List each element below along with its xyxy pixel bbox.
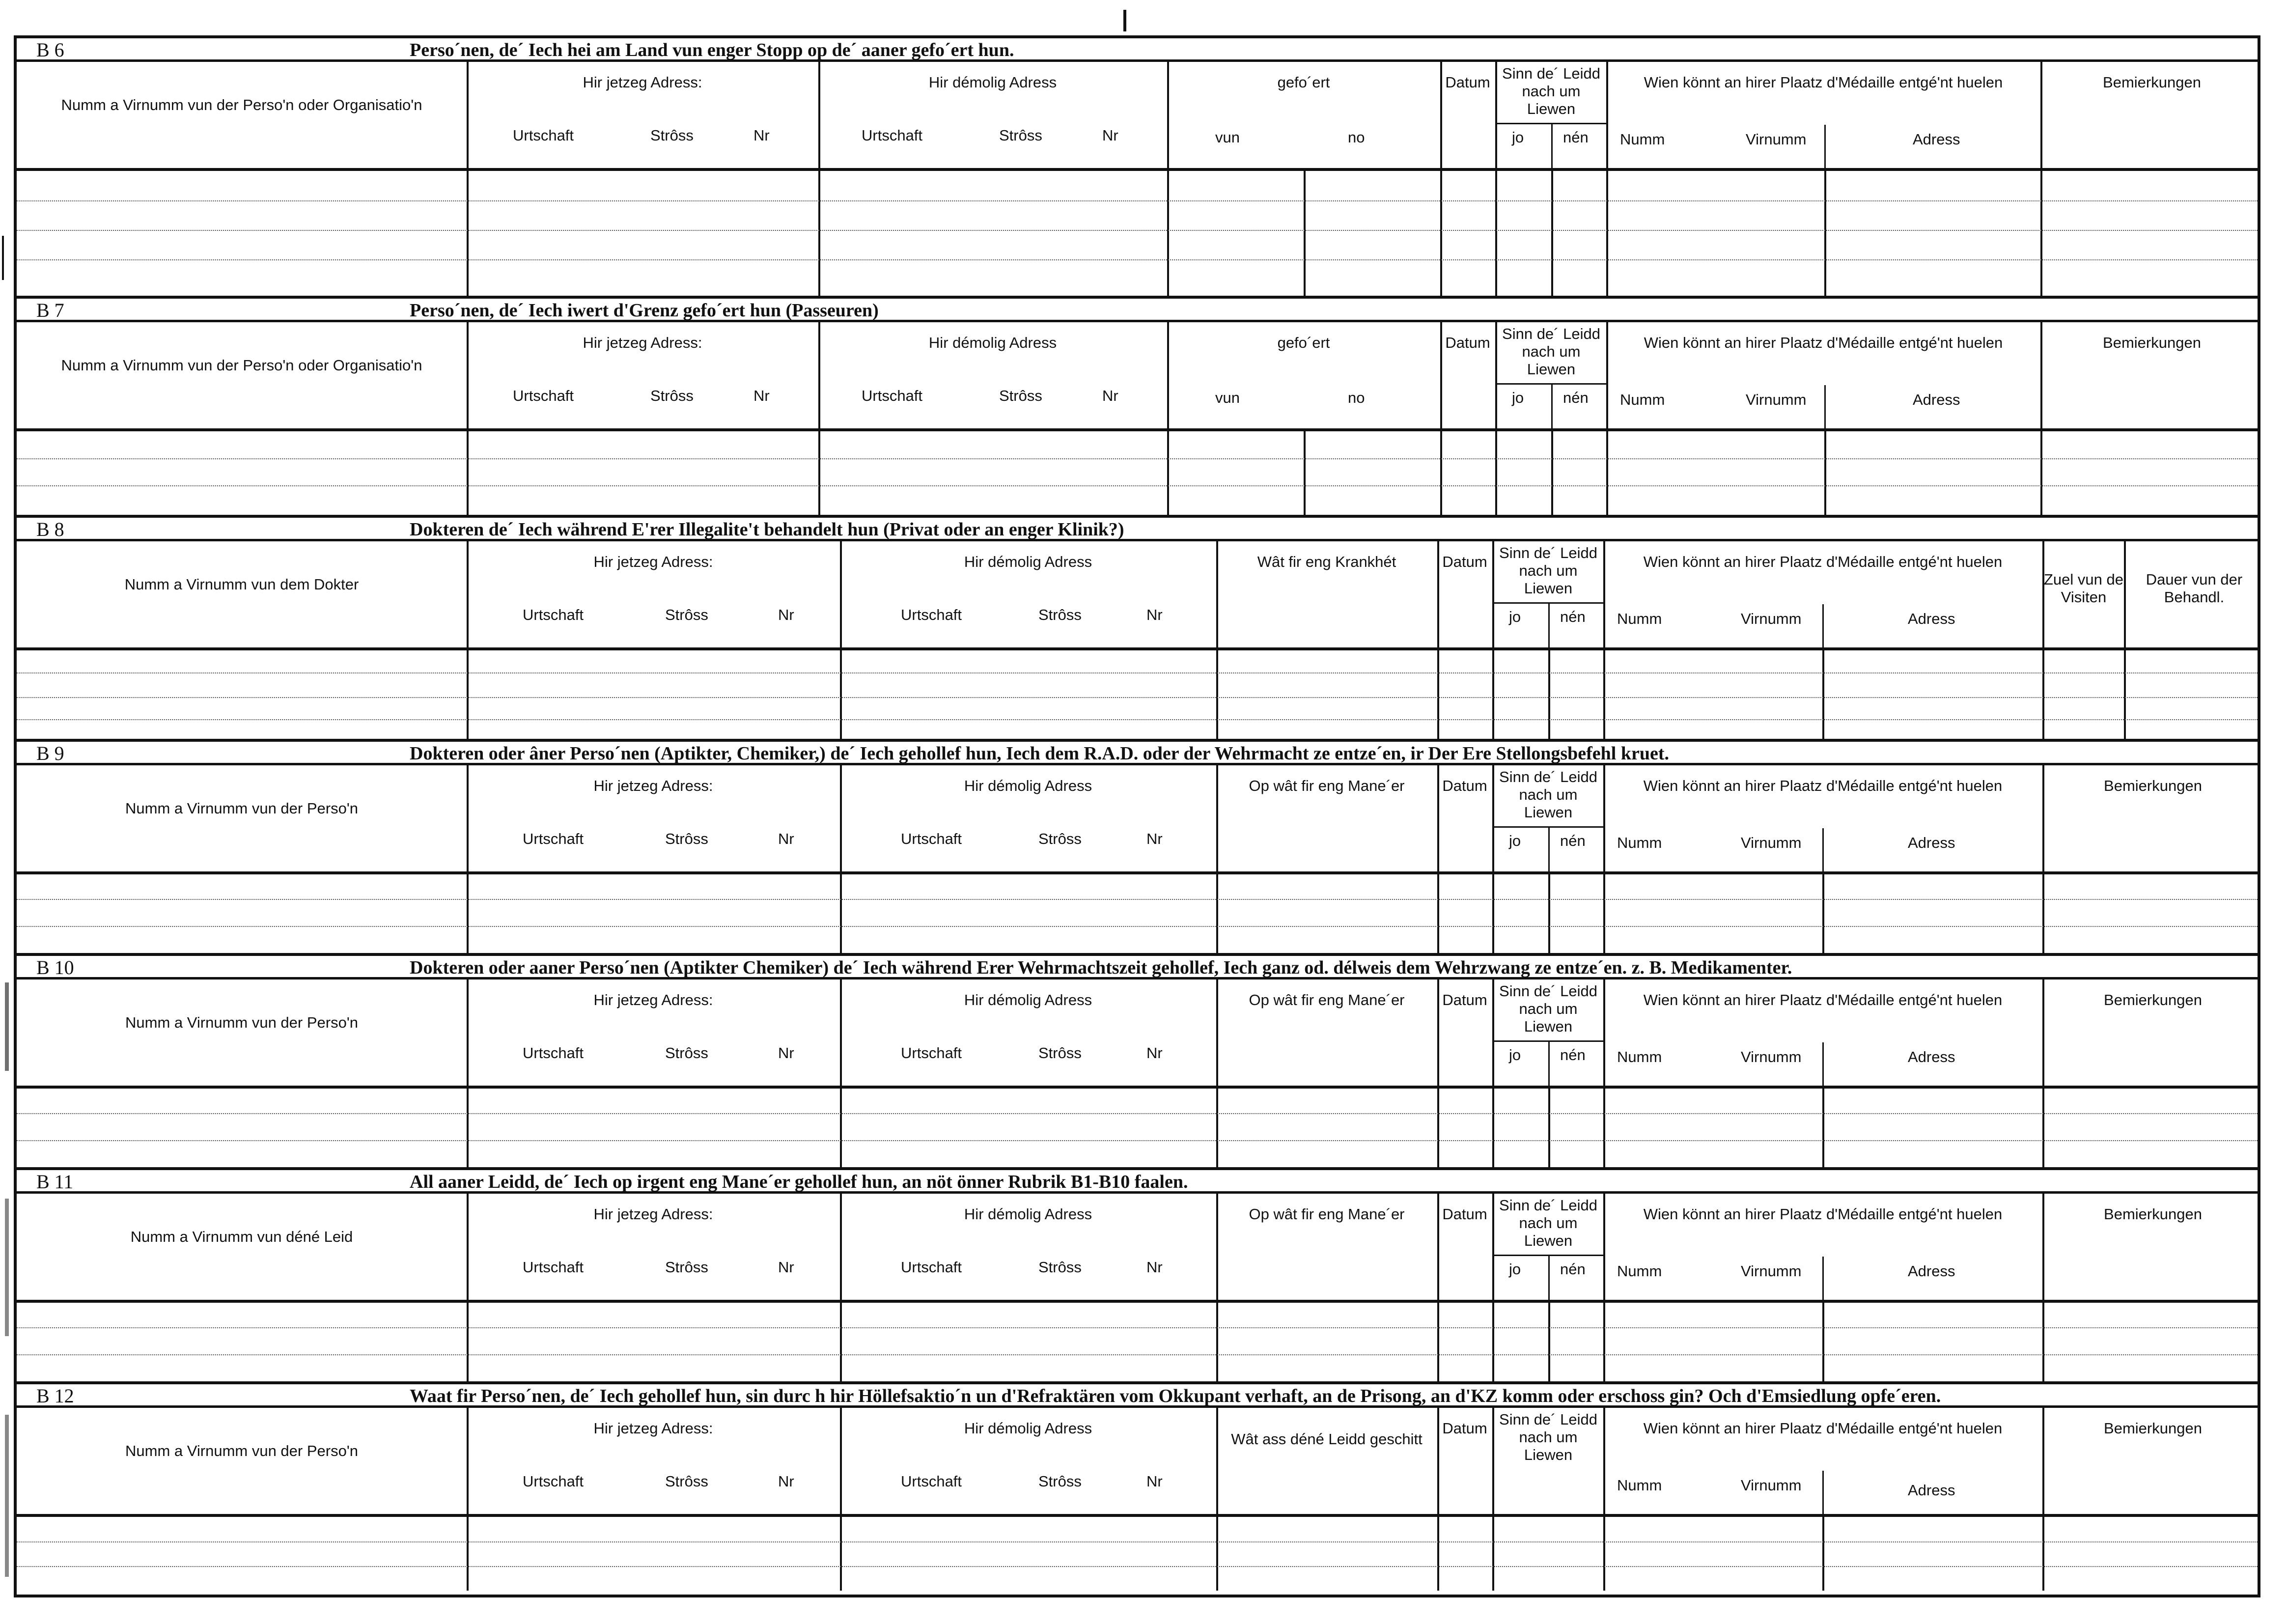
address-label: Adress bbox=[1913, 131, 1960, 148]
life-risk-label: Sinn de´ Leidd nach um Liewen bbox=[1499, 982, 1597, 1035]
locality-label: Urtschaft bbox=[523, 1473, 584, 1490]
entry-rows[interactable] bbox=[17, 171, 2258, 296]
margin-mark bbox=[5, 1199, 9, 1336]
section-b7 bbox=[17, 299, 2258, 515]
column-header bbox=[17, 62, 2258, 171]
entry-rows[interactable] bbox=[17, 431, 2258, 515]
yes-label: jo bbox=[1509, 832, 1521, 849]
address-label: Adress bbox=[1913, 391, 1960, 408]
name-column-label: Numm a Virnumm vun der Perso'n bbox=[125, 1442, 358, 1459]
locality-label: Urtschaft bbox=[513, 127, 574, 144]
date-label: Datum bbox=[1442, 991, 1487, 1008]
address-label: Adress bbox=[1908, 610, 1955, 627]
number-label: Nr bbox=[778, 606, 794, 623]
number-label: Nr bbox=[1102, 387, 1118, 404]
surname-label: Numm bbox=[1620, 391, 1665, 408]
section-title: Perso´nen, de´ Iech hei am Land vun enger Stopp op de´ aaner gefo´ert hun. bbox=[410, 40, 1014, 60]
section-code: B 12 bbox=[36, 1385, 74, 1407]
address-now-label: Hir jetzeg Adress: bbox=[593, 1420, 713, 1437]
street-label: Strôss bbox=[665, 1259, 708, 1276]
no-label: nén bbox=[1563, 389, 1589, 406]
address-now-label: Hir jetzeg Adress: bbox=[593, 1205, 713, 1223]
visit-purpose-label: Zuel vun de Visiten bbox=[2044, 571, 2123, 606]
entry-rows[interactable] bbox=[17, 874, 2258, 953]
street-label: Strôss bbox=[1038, 1044, 1082, 1062]
form-sheet bbox=[14, 35, 2260, 1597]
street-label: Strôss bbox=[1038, 1473, 1082, 1490]
number-label: Nr bbox=[1146, 830, 1163, 847]
street-label: Strôss bbox=[1038, 606, 1082, 623]
section-title: All aaner Leidd, de´ Iech op irgent eng Mane´er gehollef hun, an nöt önner Rubrik B1-B10 faalen. bbox=[410, 1172, 1188, 1192]
life-risk-label: Sinn de´ Leidd nach um Liewen bbox=[1499, 1411, 1597, 1463]
street-label: Strôss bbox=[999, 387, 1042, 404]
locality-label: Urtschaft bbox=[862, 387, 923, 404]
section-header bbox=[17, 38, 2258, 62]
locality-label: Urtschaft bbox=[523, 1044, 584, 1062]
locality-label: Urtschaft bbox=[523, 830, 584, 847]
column-header bbox=[17, 765, 2258, 874]
surname-label: Numm bbox=[1617, 834, 1662, 851]
address-then-label: Hir démolig Adress bbox=[964, 991, 1092, 1008]
conducted-label: gefo´ert bbox=[1277, 74, 1330, 91]
margin-mark bbox=[5, 982, 9, 1071]
locality-label: Urtschaft bbox=[523, 1259, 584, 1276]
column-header bbox=[17, 1408, 2258, 1517]
margin-mark bbox=[2, 236, 4, 280]
firstname-label: Virnumm bbox=[1741, 1477, 1802, 1494]
to-label: no bbox=[1348, 389, 1365, 406]
address-label: Adress bbox=[1908, 1482, 1955, 1499]
no-label: nén bbox=[1560, 608, 1586, 625]
number-label: Nr bbox=[1146, 1259, 1163, 1276]
address-now-label: Hir jetzeg Adress: bbox=[593, 777, 713, 794]
entry-rows[interactable] bbox=[17, 650, 2258, 739]
remarks-label: Bemierkungen bbox=[2104, 991, 2202, 1008]
number-label: Nr bbox=[753, 387, 770, 404]
address-then-label: Hir démolig Adress bbox=[964, 1205, 1092, 1223]
column-header bbox=[17, 980, 2258, 1089]
date-label: Datum bbox=[1442, 777, 1487, 794]
manner-label: Op wât fir eng Mane´er bbox=[1249, 1205, 1405, 1223]
street-label: Strôss bbox=[650, 127, 694, 144]
no-label: nén bbox=[1563, 129, 1589, 146]
number-label: Nr bbox=[1146, 606, 1163, 623]
address-now-label: Hir jetzeg Adress: bbox=[583, 74, 702, 91]
life-risk-label: Sinn de´ Leidd nach um Liewen bbox=[1502, 65, 1600, 117]
locality-label: Urtschaft bbox=[901, 1473, 962, 1490]
address-then-label: Hir démolig Adress bbox=[964, 777, 1092, 794]
name-column-label: Numm a Virnumm vun der Perso'n oder Organisatio'n bbox=[61, 96, 422, 113]
from-label: vun bbox=[1215, 389, 1240, 406]
remarks-label: Bemierkungen bbox=[2104, 777, 2202, 794]
locality-label: Urtschaft bbox=[862, 127, 923, 144]
from-label: vun bbox=[1215, 129, 1240, 146]
number-label: Nr bbox=[1102, 127, 1118, 144]
column-header bbox=[17, 1194, 2258, 1303]
remarks-label: Bemierkungen bbox=[2103, 74, 2201, 91]
street-label: Strôss bbox=[665, 1044, 708, 1062]
top-tick-mark bbox=[1123, 10, 1126, 31]
life-risk-label: Sinn de´ Leidd nach um Liewen bbox=[1502, 325, 1600, 378]
conducted-label: gefo´ert bbox=[1277, 334, 1330, 351]
address-now-label: Hir jetzeg Adress: bbox=[593, 991, 713, 1008]
number-label: Nr bbox=[778, 830, 794, 847]
section-title: Dokteren oder âner Perso´nen (Aptikter, Chemiker,) de´ Iech gehollef hun, Iech dem R.A.D. oder der Wehrmacht ze entze´en, ir Der Ere Stellongsbefehl kruet. bbox=[410, 743, 1669, 764]
firstname-label: Virnumm bbox=[1741, 610, 1802, 627]
name-column-label: Numm a Virnumm vun dem Dokter bbox=[124, 576, 359, 593]
section-title: Waat fir Perso´nen, de´ Iech gehollef hun, sin durc h hir Höllefsaktio´n un d'Refraktären vom Okkupant verhaft, an de Prisong, an d'KZ komm oder erschoss gin? Och d'Emsiedlung opfe´eren. bbox=[410, 1386, 1941, 1406]
name-column-label: Numm a Virnumm vun der Perso'n bbox=[125, 800, 358, 817]
treatment-duration-label: Dauer vun der Behandl. bbox=[2146, 571, 2243, 606]
street-label: Strôss bbox=[1038, 1259, 1082, 1276]
what-happened-label: Wât ass déné Leidd geschitt bbox=[1231, 1430, 1422, 1448]
column-header bbox=[17, 322, 2258, 431]
locality-label: Urtschaft bbox=[513, 387, 574, 404]
number-label: Nr bbox=[778, 1473, 794, 1490]
street-label: Strôss bbox=[650, 387, 694, 404]
section-code: B 10 bbox=[36, 956, 74, 979]
locality-label: Urtschaft bbox=[523, 606, 584, 623]
section-title: Dokteren oder aaner Perso´nen (Aptikter Chemiker) de´ Iech während Erer Wehrmachtszeit gehollef, Iech ganz od. délweis dem Wehrzwang ze entze´en. z. B. Medikamenter. bbox=[410, 957, 1792, 978]
number-label: Nr bbox=[1146, 1044, 1163, 1062]
surname-label: Numm bbox=[1620, 131, 1665, 148]
section-code: B 7 bbox=[36, 299, 64, 321]
yes-label: jo bbox=[1509, 608, 1521, 625]
manner-label: Op wât fir eng Mane´er bbox=[1249, 991, 1405, 1008]
section-header bbox=[17, 518, 2258, 541]
number-label: Nr bbox=[778, 1259, 794, 1276]
section-header bbox=[17, 742, 2258, 765]
street-label: Strôss bbox=[665, 830, 708, 847]
section-header bbox=[17, 1170, 2258, 1194]
section-b8 bbox=[17, 518, 2258, 739]
address-then-label: Hir démolig Adress bbox=[928, 334, 1057, 351]
firstname-label: Virnumm bbox=[1746, 391, 1807, 408]
address-then-label: Hir démolig Adress bbox=[964, 553, 1092, 570]
section-header bbox=[17, 1384, 2258, 1408]
no-label: nén bbox=[1560, 832, 1586, 849]
medal-label: Wien könnt an hirer Plaatz d'Médaille entgé'nt huelen bbox=[1643, 991, 2003, 1008]
remarks-label: Bemierkungen bbox=[2103, 334, 2201, 351]
no-label: nén bbox=[1560, 1260, 1586, 1278]
entry-rows[interactable] bbox=[17, 1517, 2258, 1591]
firstname-label: Virnumm bbox=[1741, 1048, 1802, 1065]
address-label: Adress bbox=[1908, 1262, 1955, 1280]
remarks-label: Bemierkungen bbox=[2104, 1420, 2202, 1437]
section-header bbox=[17, 956, 2258, 980]
name-column-label: Numm a Virnumm vun déné Leid bbox=[130, 1228, 353, 1245]
surname-label: Numm bbox=[1617, 610, 1662, 627]
surname-label: Numm bbox=[1617, 1048, 1662, 1065]
section-code: B 8 bbox=[36, 518, 64, 540]
section-b6 bbox=[17, 38, 2258, 296]
life-risk-label: Sinn de´ Leidd nach um Liewen bbox=[1499, 544, 1597, 597]
address-now-label: Hir jetzeg Adress: bbox=[593, 553, 713, 570]
street-label: Strôss bbox=[665, 1473, 708, 1490]
surname-label: Numm bbox=[1617, 1262, 1662, 1280]
date-label: Datum bbox=[1442, 553, 1487, 570]
section-b12 bbox=[17, 1384, 2258, 1595]
number-label: Nr bbox=[778, 1044, 794, 1062]
yes-label: jo bbox=[1512, 129, 1524, 146]
locality-label: Urtschaft bbox=[901, 606, 962, 623]
section-code: B 11 bbox=[36, 1171, 74, 1193]
section-b9 bbox=[17, 742, 2258, 953]
remarks-label: Bemierkungen bbox=[2104, 1205, 2202, 1223]
address-then-label: Hir démolig Adress bbox=[928, 74, 1057, 91]
name-column-label: Numm a Virnumm vun der Perso'n bbox=[125, 1014, 358, 1031]
locality-label: Urtschaft bbox=[901, 1259, 962, 1276]
life-risk-label: Sinn de´ Leidd nach um Liewen bbox=[1499, 768, 1597, 821]
to-label: no bbox=[1348, 129, 1365, 146]
surname-label: Numm bbox=[1617, 1477, 1662, 1494]
address-label: Adress bbox=[1908, 834, 1955, 851]
margin-mark bbox=[5, 1415, 9, 1577]
column-header bbox=[17, 541, 2258, 650]
section-code: B 6 bbox=[36, 39, 64, 61]
address-label: Adress bbox=[1908, 1048, 1955, 1065]
date-label: Datum bbox=[1445, 334, 1490, 351]
street-label: Strôss bbox=[1038, 830, 1082, 847]
yes-label: jo bbox=[1509, 1046, 1521, 1064]
section-b10 bbox=[17, 956, 2258, 1167]
illness-label: Wât fir eng Krankhét bbox=[1257, 553, 1396, 570]
section-code: B 9 bbox=[36, 742, 64, 764]
section-header bbox=[17, 299, 2258, 322]
medal-label: Wien könnt an hirer Plaatz d'Médaille entgé'nt huelen bbox=[1643, 1420, 2003, 1437]
medal-label: Wien könnt an hirer Plaatz d'Médaille entgé'nt huelen bbox=[1643, 777, 2003, 794]
section-title: Dokteren de´ Iech während E'rer Illegalite't behandelt hun (Privat oder an enger Klinik?) bbox=[410, 519, 1124, 540]
yes-label: jo bbox=[1512, 389, 1524, 406]
address-then-label: Hir démolig Adress bbox=[964, 1420, 1092, 1437]
street-label: Strôss bbox=[665, 606, 708, 623]
life-risk-label: Sinn de´ Leidd nach um Liewen bbox=[1499, 1197, 1597, 1249]
yes-label: jo bbox=[1509, 1260, 1521, 1278]
firstname-label: Virnumm bbox=[1746, 131, 1807, 148]
section-title: Perso´nen, de´ Iech iwert d'Grenz gefo´ert hun (Passeuren) bbox=[410, 300, 879, 321]
street-label: Strôss bbox=[999, 127, 1042, 144]
date-label: Datum bbox=[1442, 1420, 1487, 1437]
firstname-label: Virnumm bbox=[1741, 1262, 1802, 1280]
number-label: Nr bbox=[1146, 1473, 1163, 1490]
name-column-label: Numm a Virnumm vun der Perso'n oder Organisatio'n bbox=[61, 357, 422, 374]
date-label: Datum bbox=[1445, 74, 1490, 91]
number-label: Nr bbox=[753, 127, 770, 144]
entry-rows[interactable] bbox=[17, 1303, 2258, 1381]
medal-label: Wien könnt an hirer Plaatz d'Médaille entgé'nt huelen bbox=[1643, 553, 2003, 570]
medal-label: Wien könnt an hirer Plaatz d'Médaille entgé'nt huelen bbox=[1644, 74, 2003, 91]
locality-label: Urtschaft bbox=[901, 1044, 962, 1062]
medal-label: Wien könnt an hirer Plaatz d'Médaille entgé'nt huelen bbox=[1644, 334, 2003, 351]
locality-label: Urtschaft bbox=[901, 830, 962, 847]
address-now-label: Hir jetzeg Adress: bbox=[583, 334, 702, 351]
medal-label: Wien könnt an hirer Plaatz d'Médaille entgé'nt huelen bbox=[1643, 1205, 2003, 1223]
entry-rows[interactable] bbox=[17, 1089, 2258, 1167]
firstname-label: Virnumm bbox=[1741, 834, 1802, 851]
date-label: Datum bbox=[1442, 1205, 1487, 1223]
section-b11 bbox=[17, 1170, 2258, 1381]
no-label: nén bbox=[1560, 1046, 1586, 1064]
manner-label: Op wât fir eng Mane´er bbox=[1249, 777, 1405, 794]
